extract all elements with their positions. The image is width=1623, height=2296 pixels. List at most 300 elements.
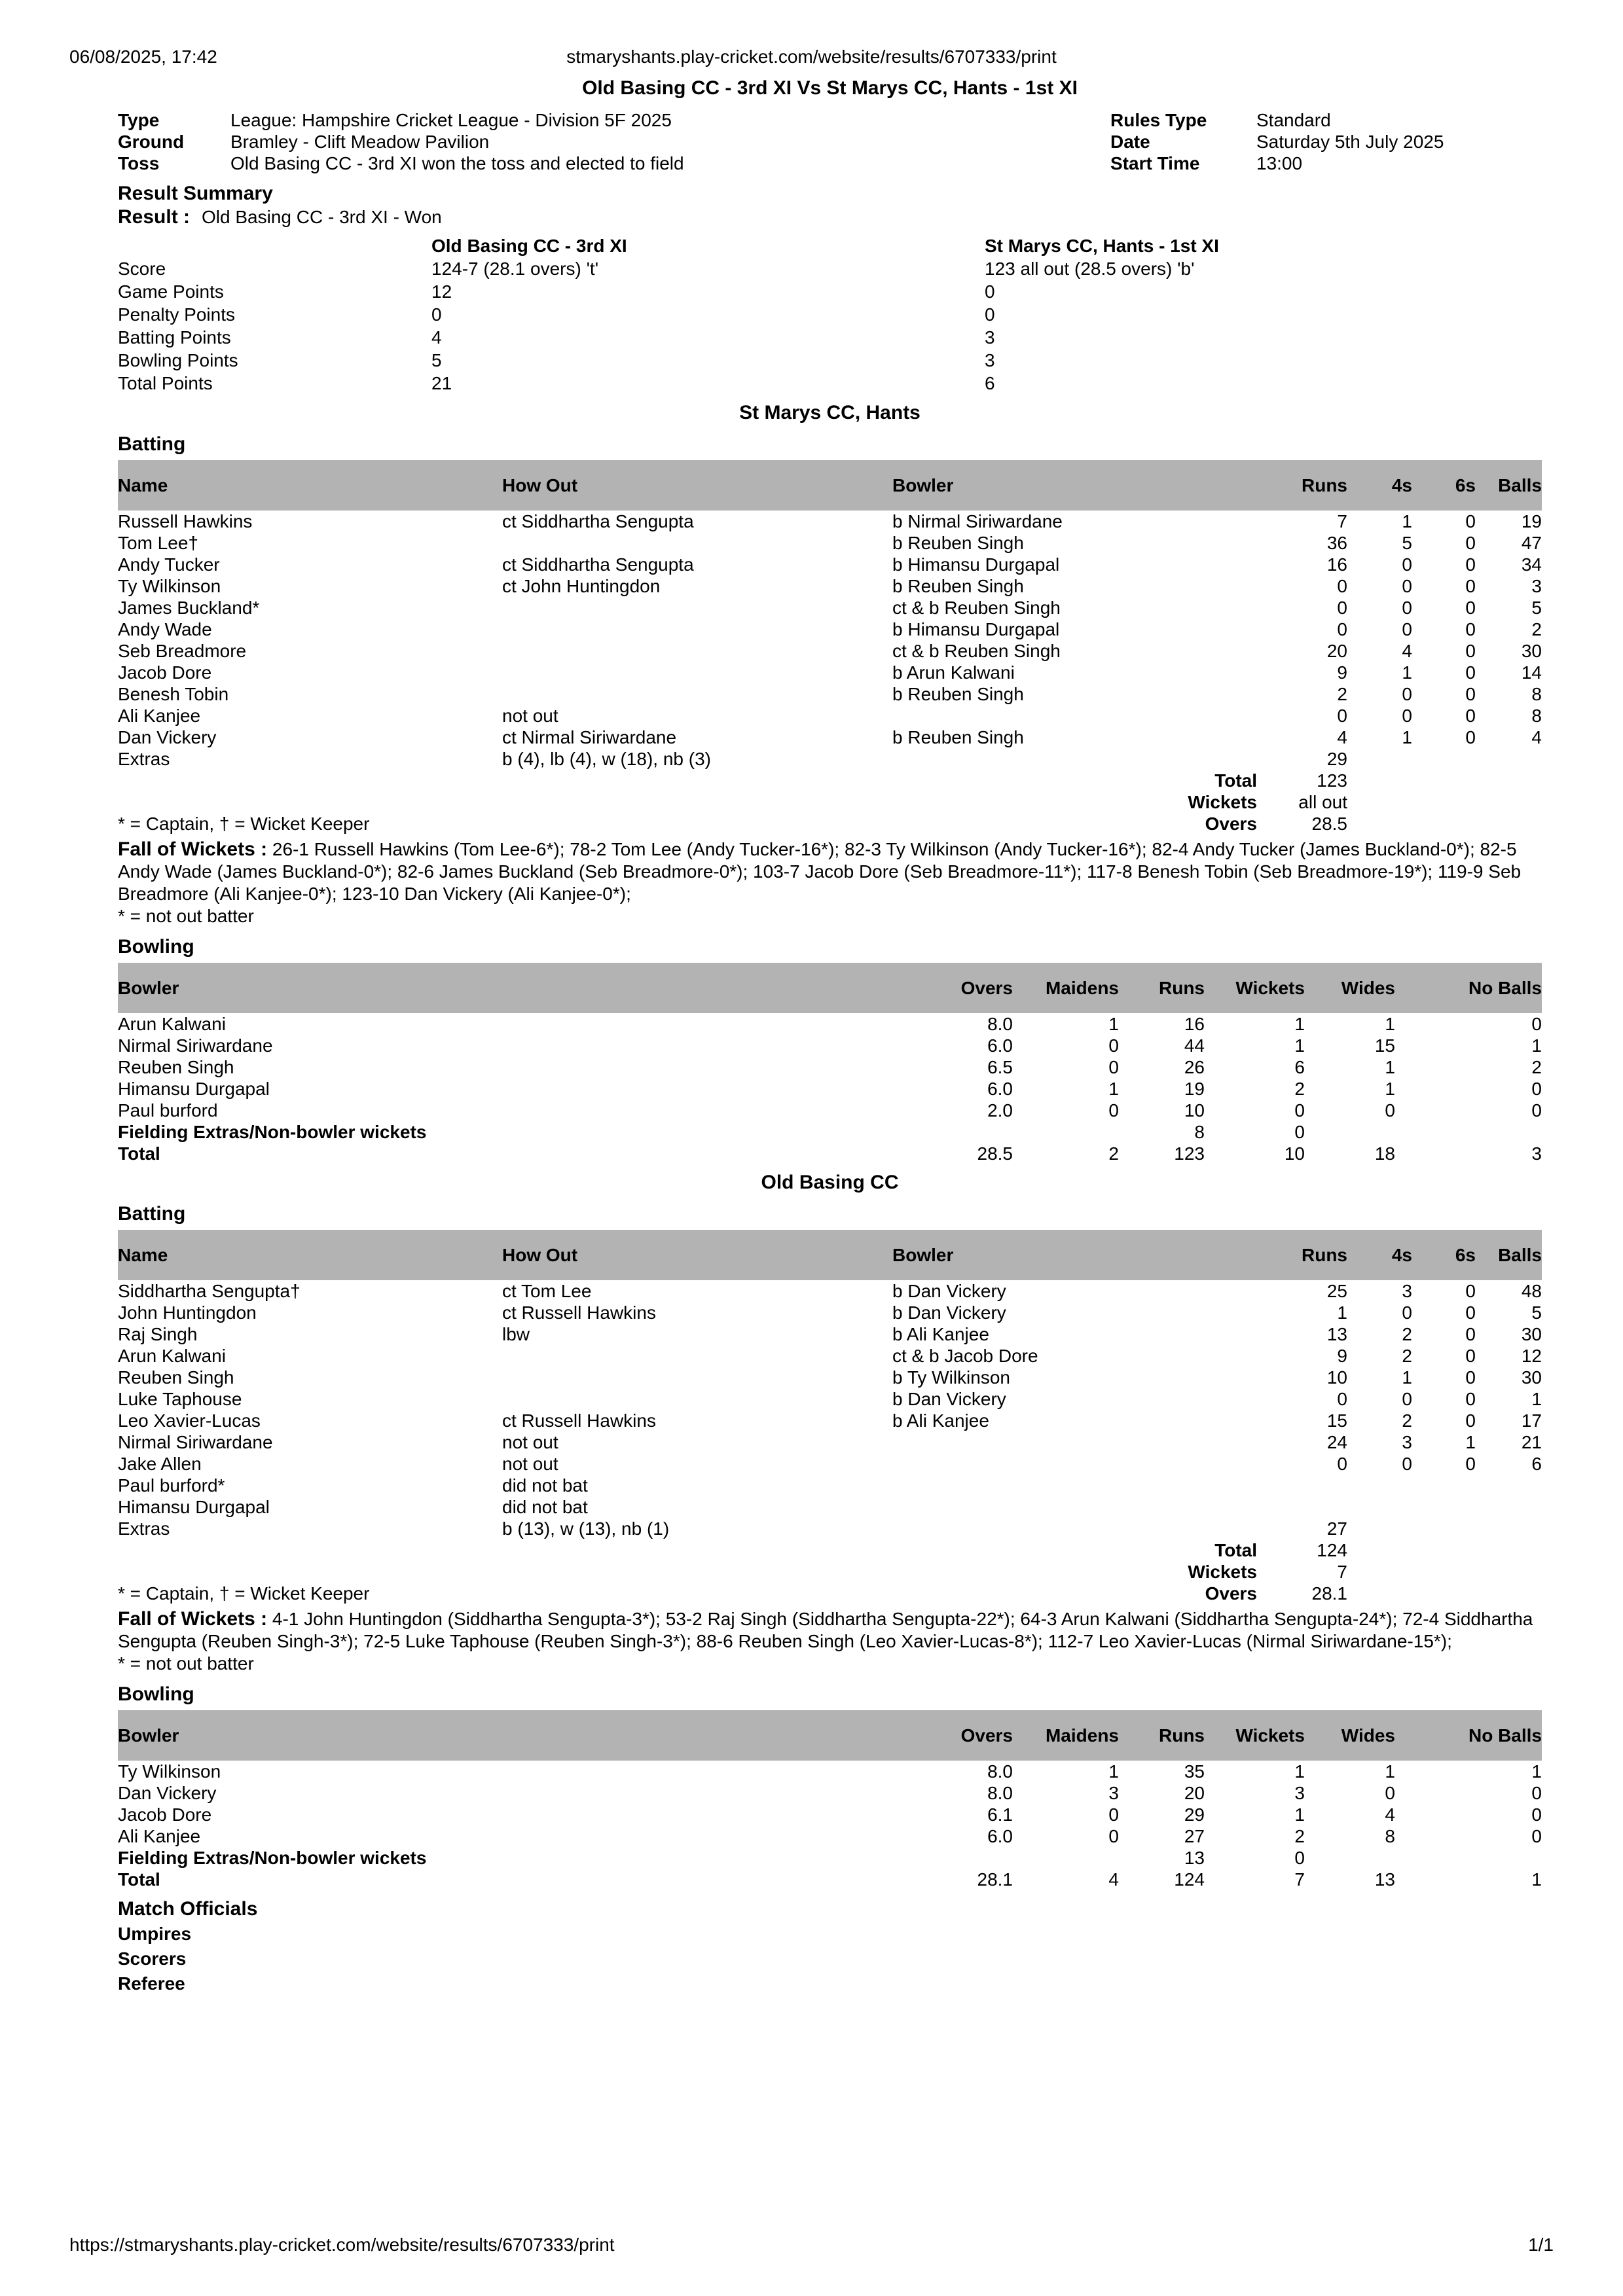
total-label: Total [1214, 1540, 1257, 1560]
wickets-row [118, 791, 1542, 813]
batter-name: Benesh Tobin [118, 684, 229, 704]
batter-name: Luke Taphouse [118, 1389, 242, 1409]
batter-how-out: ct Siddhartha Sengupta [502, 554, 694, 575]
col-runs: Runs [1257, 460, 1347, 511]
batter-4s: 0 [1402, 1302, 1412, 1323]
batter-runs [1257, 1496, 1347, 1518]
bowler-wickets: 1 [1294, 1761, 1305, 1782]
extras-runs: 27 [1326, 1518, 1347, 1539]
innings1-batting-heading: Batting [118, 433, 186, 455]
batter-6s [1412, 1496, 1476, 1518]
batter-6s: 0 [1465, 641, 1476, 661]
captain-keeper-legend: * = Captain, † = Wicket Keeper [118, 1583, 370, 1604]
batter-how-out: ct Tom Lee [502, 1281, 592, 1301]
batting-row [118, 640, 1542, 662]
bowler-noballs: 0 [1531, 1783, 1542, 1803]
batter-6s: 0 [1465, 1324, 1476, 1344]
bowler-wides: 0 [1385, 1100, 1395, 1121]
batting-row [118, 1453, 1542, 1475]
summary-row-label: Score [118, 259, 166, 279]
result-summary-table [118, 234, 1542, 257]
bowling-row [118, 1804, 1542, 1825]
bowler-overs: 8.0 [987, 1761, 1013, 1782]
bowler-overs: 6.0 [987, 1826, 1013, 1846]
col-6s: 6s [1412, 1230, 1476, 1280]
col-no-balls: No Balls [1395, 963, 1542, 1013]
batting-row [118, 597, 1542, 619]
bowling-row [118, 1825, 1542, 1847]
batter-name: Tom Lee† [118, 533, 198, 553]
innings1-not-out-note: * = not out batter [118, 906, 254, 926]
bowling-total-runs: 124 [1174, 1869, 1205, 1890]
batter-4s: 2 [1402, 1346, 1412, 1366]
start-time-value: 13:00 [1256, 153, 1303, 173]
summary-row-label: Batting Points [118, 327, 231, 348]
batter-name: Nirmal Siriwardane [118, 1432, 273, 1452]
col-runs: Runs [1257, 1230, 1347, 1280]
batter-how-out: not out [502, 706, 558, 726]
bowler-maidens: 1 [1108, 1014, 1119, 1034]
batter-4s: 1 [1402, 662, 1412, 683]
bowler-maidens: 0 [1108, 1035, 1119, 1056]
match-type-value: League: Hampshire Cricket League - Division 5F 2025 [230, 110, 672, 130]
bowling-row [118, 1100, 1542, 1121]
batter-bowler: b Reuben Singh [892, 727, 1024, 747]
batter-4s: 0 [1402, 554, 1412, 575]
bowler-noballs: 0 [1531, 1804, 1542, 1825]
batter-bowler: b Nirmal Siriwardane [892, 511, 1063, 531]
batter-6s: 0 [1465, 706, 1476, 726]
batting-row [118, 511, 1542, 532]
bowling-total-row [118, 1869, 1542, 1890]
col-bowl-runs: Runs [1119, 963, 1205, 1013]
batter-runs: 0 [1337, 576, 1347, 596]
batter-runs: 15 [1326, 1410, 1347, 1431]
batter-how-out: ct Nirmal Siriwardane [502, 727, 677, 747]
bowler-wickets: 1 [1294, 1804, 1305, 1825]
batter-name: Reuben Singh [118, 1367, 234, 1388]
batting-row [118, 1323, 1542, 1345]
batter-balls: 48 [1521, 1281, 1542, 1301]
batter-balls: 34 [1521, 554, 1542, 575]
fielding-extras-label: Fielding Extras/Non-bowler wickets [118, 1848, 427, 1868]
batter-4s: 0 [1402, 1389, 1412, 1409]
summary-row-team2-value: 3 [985, 350, 995, 370]
bowler-runs: 19 [1184, 1079, 1205, 1099]
bowler-runs: 35 [1184, 1761, 1205, 1782]
batter-runs: 20 [1326, 641, 1347, 661]
innings1-fall-of-wickets [118, 838, 1542, 905]
overs-row [118, 1583, 1542, 1604]
batter-6s: 0 [1465, 576, 1476, 596]
bowler-overs: 6.1 [987, 1804, 1013, 1825]
batter-runs: 7 [1337, 511, 1347, 531]
batting-header-row [118, 1230, 1542, 1280]
batter-bowler: b Dan Vickery [892, 1281, 1006, 1301]
batter-4s [1347, 1475, 1412, 1496]
fielding-extras-wickets: 0 [1294, 1122, 1305, 1142]
bowling-total-runs: 123 [1174, 1143, 1205, 1164]
batter-how-out: lbw [502, 1324, 530, 1344]
bowler-name: Himansu Durgapal [118, 1079, 270, 1099]
result-label: Result : [118, 206, 191, 228]
innings2-fall-of-wickets [118, 1608, 1542, 1653]
batting-row [118, 1388, 1542, 1410]
summary-row-label: Game Points [118, 281, 224, 302]
col-bowl-runs: Runs [1119, 1710, 1205, 1761]
print-footer [69, 2234, 1554, 2255]
batter-bowler [892, 705, 1257, 726]
innings1-bowling-heading: Bowling [118, 936, 194, 958]
col-wides: Wides [1305, 963, 1395, 1013]
bowling-row [118, 1761, 1542, 1782]
bowler-wides: 1 [1385, 1014, 1395, 1034]
start-time-label: Start Time [1110, 153, 1200, 173]
batter-4s: 1 [1402, 1367, 1412, 1388]
fielding-extras-runs: 8 [1194, 1122, 1205, 1142]
col-how-out: How Out [502, 1230, 892, 1280]
footer-page-number: 1/1 [1528, 2234, 1554, 2255]
col-overs: Overs [890, 1710, 1013, 1761]
bowler-wides: 15 [1374, 1035, 1395, 1056]
match-officials-heading: Match Officials [118, 1898, 258, 1920]
bowler-name: Ty Wilkinson [118, 1761, 221, 1782]
total-label: Total [1214, 770, 1257, 791]
bowling-header-row [118, 1710, 1542, 1761]
col-4s: 4s [1347, 1230, 1412, 1280]
batter-balls: 30 [1521, 641, 1542, 661]
innings1-batting-table [118, 460, 1542, 834]
toss-value: Old Basing CC - 3rd XI won the toss and elected to field [230, 153, 684, 173]
result-summary-heading: Result Summary [118, 183, 273, 204]
result-line [118, 206, 1542, 229]
batter-runs: 9 [1337, 662, 1347, 683]
batting-row [118, 1302, 1542, 1323]
bowler-noballs: 0 [1531, 1079, 1542, 1099]
bowler-name: Ali Kanjee [118, 1826, 201, 1846]
batter-runs: 0 [1337, 1389, 1347, 1409]
bowler-noballs: 0 [1531, 1826, 1542, 1846]
fielding-extras-label: Fielding Extras/Non-bowler wickets [118, 1122, 427, 1142]
bowler-wides: 8 [1385, 1826, 1395, 1846]
batter-name: Ty Wilkinson [118, 576, 221, 596]
bowler-overs: 2.0 [987, 1100, 1013, 1121]
bowler-overs: 6.0 [987, 1079, 1013, 1099]
summary-team1-header: Old Basing CC - 3rd XI [431, 236, 627, 256]
batting-row [118, 1475, 1542, 1496]
batter-how-out: ct Russell Hawkins [502, 1302, 656, 1323]
batter-name: Russell Hawkins [118, 511, 253, 531]
bowling-total-overs: 28.1 [977, 1869, 1013, 1890]
batter-name: Andy Tucker [118, 554, 220, 575]
print-timestamp: 06/08/2025, 17:42 [69, 46, 217, 67]
batter-6s: 0 [1465, 662, 1476, 683]
wickets-row [118, 1561, 1542, 1583]
summary-team2-header: St Marys CC, Hants - 1st XI [985, 236, 1219, 256]
batter-runs: 0 [1337, 598, 1347, 618]
batter-6s: 1 [1465, 1432, 1476, 1452]
batter-how-out: ct Russell Hawkins [502, 1410, 656, 1431]
batter-4s: 2 [1402, 1324, 1412, 1344]
batter-bowler [892, 1431, 1257, 1453]
batter-4s [1347, 1496, 1412, 1518]
batter-balls: 30 [1521, 1324, 1542, 1344]
batter-4s: 5 [1402, 533, 1412, 553]
batter-balls: 6 [1531, 1454, 1542, 1474]
col-6s: 6s [1412, 460, 1476, 511]
bowler-wickets: 1 [1294, 1035, 1305, 1056]
ground-value: Bramley - Clift Meadow Pavilion [230, 132, 490, 152]
batter-how-out [502, 683, 892, 705]
result-summary-rows [118, 257, 1542, 395]
batter-bowler: b Reuben Singh [892, 684, 1024, 704]
overs-value: 28.5 [1311, 814, 1347, 834]
summary-row-team1-value: 5 [431, 350, 442, 370]
overs-label: Overs [1205, 1583, 1257, 1604]
batting-row [118, 1410, 1542, 1431]
wickets-value: all out [1298, 792, 1347, 812]
batter-name: Andy Wade [118, 619, 212, 639]
bowling-total-noballs: 3 [1531, 1143, 1542, 1164]
batter-how-out [502, 662, 892, 683]
batter-name: Arun Kalwani [118, 1346, 226, 1366]
col-balls: Balls [1476, 1230, 1542, 1280]
batter-6s [1412, 1475, 1476, 1496]
toss-label: Toss [118, 153, 160, 173]
batting-row [118, 1280, 1542, 1302]
batting-row [118, 662, 1542, 683]
batter-name: James Buckland* [118, 598, 260, 618]
bowler-maidens: 1 [1108, 1761, 1119, 1782]
batter-how-out [502, 1367, 892, 1388]
col-bowler: Bowler [892, 460, 1257, 511]
bowling-total-wides: 18 [1374, 1143, 1395, 1164]
fow-text: 4-1 John Huntingdon (Siddhartha Sengupta-3*); 53-2 Raj Singh (Siddhartha Sengupta-22*); 64-3 Arun Kalwani (Siddhartha Sengupta-24*); 72-4 Siddhartha Sengupta (Reuben Singh-3*); 72-5 Luke Taphouse (Reuben Singh-3*); 88-6 Reuben Singh (Leo Xavier-Lucas-8*); 112-7 Leo Xavier-Lucas (Nirmal Siriwardane-15*); [118, 1609, 1533, 1651]
bowling-row [118, 1078, 1542, 1100]
batter-how-out [502, 1388, 892, 1410]
extras-detail: b (13), w (13), nb (1) [502, 1518, 670, 1539]
bowler-name: Dan Vickery [118, 1783, 217, 1803]
col-no-balls: No Balls [1395, 1710, 1542, 1761]
bowler-runs: 27 [1184, 1826, 1205, 1846]
batter-runs: 0 [1337, 619, 1347, 639]
bowler-wickets: 0 [1294, 1100, 1305, 1121]
bowler-wickets: 3 [1294, 1783, 1305, 1803]
batter-6s: 0 [1465, 727, 1476, 747]
bowler-noballs: 2 [1531, 1057, 1542, 1077]
page-title: Old Basing CC - 3rd XI Vs St Marys CC, Hants - 1st XI [582, 77, 1078, 99]
innings2-not-out-note: * = not out batter [118, 1653, 254, 1674]
innings2-bowling-heading: Bowling [118, 1683, 194, 1705]
batting-row [118, 532, 1542, 554]
date-value: Saturday 5th July 2025 [1256, 132, 1444, 152]
batting-row [118, 705, 1542, 726]
officials-umpires: Umpires [118, 1924, 192, 1944]
bowling-row [118, 1782, 1542, 1804]
batter-name: Jake Allen [118, 1454, 202, 1474]
batter-how-out [502, 597, 892, 619]
bowler-noballs: 1 [1531, 1761, 1542, 1782]
batter-how-out [502, 1345, 892, 1367]
col-how-out: How Out [502, 460, 892, 511]
overs-row [118, 813, 1542, 834]
batter-4s: 0 [1402, 576, 1412, 596]
batter-4s: 0 [1402, 619, 1412, 639]
batter-how-out: not out [502, 1454, 558, 1474]
innings2-bowling-table [118, 1710, 1542, 1890]
bowling-total-row [118, 1143, 1542, 1164]
bowling-row [118, 1013, 1542, 1035]
batter-name: Seb Breadmore [118, 641, 247, 661]
batter-runs: 2 [1337, 684, 1347, 704]
col-4s: 4s [1347, 460, 1412, 511]
bowler-runs: 10 [1184, 1100, 1205, 1121]
batting-row [118, 1345, 1542, 1367]
bowler-runs: 44 [1184, 1035, 1205, 1056]
bowler-name: Paul burford [118, 1100, 218, 1121]
match-type-label: Type [118, 110, 160, 130]
extras-label: Extras [118, 1518, 170, 1539]
batter-balls: 21 [1521, 1432, 1542, 1452]
batting-row [118, 726, 1542, 748]
batter-bowler: b Himansu Durgapal [892, 554, 1060, 575]
batting-row [118, 683, 1542, 705]
total-row [118, 770, 1542, 791]
bowler-runs: 16 [1184, 1014, 1205, 1034]
col-balls: Balls [1476, 460, 1542, 511]
bowler-noballs: 1 [1531, 1035, 1542, 1056]
batter-balls [1476, 1475, 1542, 1496]
batter-balls: 8 [1531, 706, 1542, 726]
batting-row [118, 554, 1542, 575]
batter-how-out: did not bat [502, 1497, 588, 1517]
print-source-url: stmaryshants.play-cricket.com/website/results/6707333/print [566, 46, 1057, 67]
bowler-wickets: 2 [1294, 1079, 1305, 1099]
fow-label: Fall of Wickets : [118, 838, 268, 860]
batter-6s: 0 [1465, 1454, 1476, 1474]
batter-bowler [892, 1453, 1257, 1475]
fielding-extras-wickets: 0 [1294, 1848, 1305, 1868]
fow-text: 26-1 Russell Hawkins (Tom Lee-6*); 78-2 Tom Lee (Andy Tucker-16*); 82-3 Ty Wilkinson (Andy Tucker-16*); 82-4 Andy Tucker (James Buckland-0*); 82-5 Andy Wade (James Buckland-0*); 82-6 James Buckland (Seb Breadmore-0*); 103-7 Jacob Dore (Seb Breadmore-11*); 117-8 Benesh Tobin (Seb Breadmore-19*); 119-9 Seb Breadmore (Ali Kanjee-0*); 123-10 Dan Vickery (Ali Kanjee-0*); [118, 839, 1522, 904]
bowler-wickets: 2 [1294, 1826, 1305, 1846]
summary-row-team2-value: 0 [985, 281, 995, 302]
batter-runs: 13 [1326, 1324, 1347, 1344]
batter-how-out [502, 619, 892, 640]
bowler-wickets: 6 [1294, 1057, 1305, 1077]
bowling-total-wickets: 10 [1284, 1143, 1305, 1164]
summary-row-label: Bowling Points [118, 350, 238, 370]
col-bowler-name: Bowler [118, 963, 890, 1013]
batter-runs: 10 [1326, 1367, 1347, 1388]
extras-row [118, 748, 1542, 770]
col-maidens: Maidens [1013, 963, 1119, 1013]
batter-how-out: did not bat [502, 1475, 588, 1496]
batting-row [118, 1431, 1542, 1453]
innings2-team-heading: Old Basing CC [761, 1172, 899, 1193]
bowler-maidens: 3 [1108, 1783, 1119, 1803]
bowler-runs: 26 [1184, 1057, 1205, 1077]
batter-how-out [502, 532, 892, 554]
batter-name: Raj Singh [118, 1324, 198, 1344]
bowling-total-wickets: 7 [1294, 1869, 1305, 1890]
col-bowler: Bowler [892, 1230, 1257, 1280]
batter-name: Dan Vickery [118, 727, 217, 747]
wickets-label: Wickets [1188, 792, 1257, 812]
summary-row-team1-value: 0 [431, 304, 442, 325]
bowling-total-maidens: 4 [1108, 1869, 1119, 1890]
batter-runs: 25 [1326, 1281, 1347, 1301]
batter-4s: 1 [1402, 511, 1412, 531]
summary-row-team1-value: 124-7 (28.1 overs) 't' [431, 259, 599, 279]
batter-balls: 2 [1531, 619, 1542, 639]
batter-4s: 0 [1402, 598, 1412, 618]
batter-balls [1476, 1496, 1542, 1518]
batter-4s: 3 [1402, 1432, 1412, 1452]
date-label: Date [1110, 132, 1150, 152]
fielding-extras-row [118, 1847, 1542, 1869]
bowler-overs: 6.5 [987, 1057, 1013, 1077]
bowler-maidens: 0 [1108, 1804, 1119, 1825]
bowling-total-overs: 28.5 [977, 1143, 1013, 1164]
summary-row-team2-value: 3 [985, 327, 995, 348]
batter-4s: 0 [1402, 684, 1412, 704]
fielding-extras-runs: 13 [1184, 1848, 1205, 1868]
bowler-name: Nirmal Siriwardane [118, 1035, 273, 1056]
col-overs: Overs [890, 963, 1013, 1013]
bowler-maidens: 1 [1108, 1079, 1119, 1099]
batter-balls: 3 [1531, 576, 1542, 596]
batter-runs: 0 [1337, 706, 1347, 726]
batter-6s: 0 [1465, 554, 1476, 575]
total-row [118, 1539, 1542, 1561]
batter-name: Siddhartha Sengupta† [118, 1281, 301, 1301]
rules-type-label: Rules Type [1110, 110, 1207, 130]
batter-name: Paul burford* [118, 1475, 225, 1496]
result-value: Old Basing CC - 3rd XI - Won [202, 207, 442, 227]
summary-row-label: Total Points [118, 373, 213, 393]
batter-balls: 12 [1521, 1346, 1542, 1366]
batter-balls: 14 [1521, 662, 1542, 683]
wickets-label: Wickets [1188, 1562, 1257, 1582]
batter-bowler: b Dan Vickery [892, 1302, 1006, 1323]
print-header [69, 46, 1554, 67]
bowling-row [118, 1035, 1542, 1056]
summary-row-team2-value: 6 [985, 373, 995, 393]
innings2-batting-heading: Batting [118, 1203, 186, 1225]
fielding-extras-row [118, 1121, 1542, 1143]
batting-row [118, 1496, 1542, 1518]
summary-row-team1-value: 12 [431, 281, 452, 302]
summary-row-team1-value: 4 [431, 327, 442, 348]
batter-6s: 0 [1465, 1302, 1476, 1323]
batter-name: Himansu Durgapal [118, 1497, 270, 1517]
summary-row-label: Penalty Points [118, 304, 235, 325]
bowler-name: Reuben Singh [118, 1057, 234, 1077]
bowling-row [118, 1056, 1542, 1078]
col-wides: Wides [1305, 1710, 1395, 1761]
bowler-runs: 29 [1184, 1804, 1205, 1825]
batting-row [118, 1367, 1542, 1388]
batter-runs: 16 [1326, 554, 1347, 575]
batter-runs: 24 [1326, 1432, 1347, 1452]
bowler-name: Arun Kalwani [118, 1014, 226, 1034]
batting-row [118, 619, 1542, 640]
batter-name: Jacob Dore [118, 662, 212, 683]
batter-6s: 0 [1465, 1367, 1476, 1388]
match-info [118, 109, 1542, 174]
officials-referee: Referee [118, 1973, 185, 1994]
batter-6s: 0 [1465, 533, 1476, 553]
